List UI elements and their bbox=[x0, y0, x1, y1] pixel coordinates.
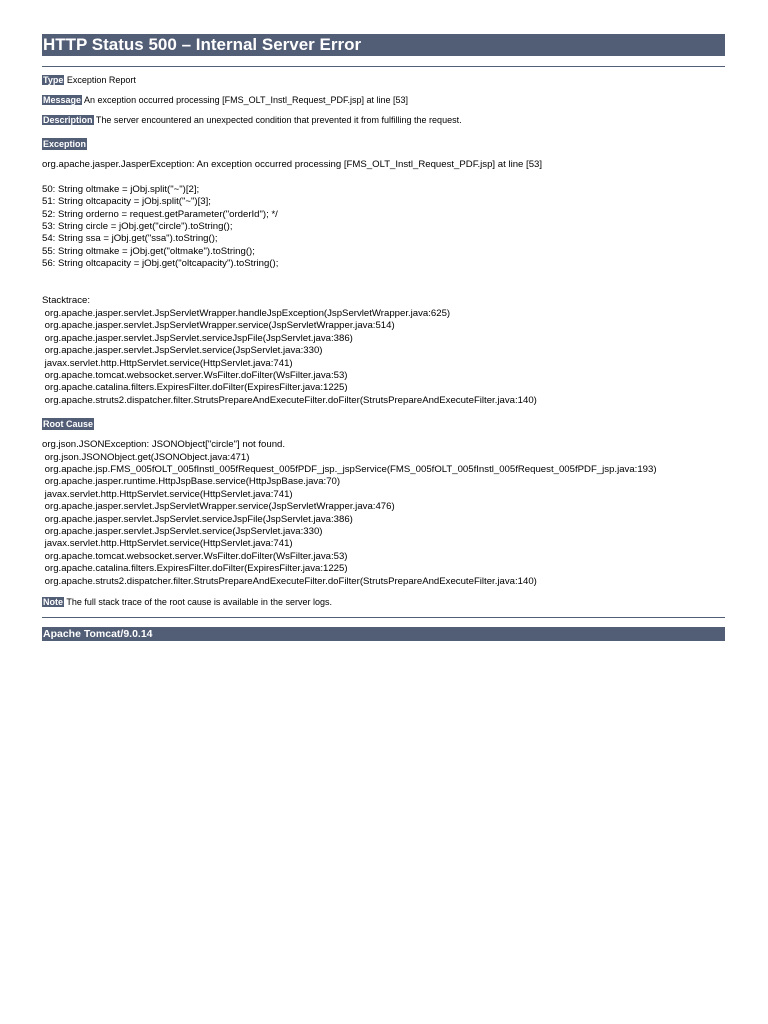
exception-label: Exception bbox=[43, 139, 87, 149]
type-row bbox=[42, 74, 725, 86]
note-label: Note bbox=[43, 597, 63, 607]
note-row bbox=[42, 596, 725, 608]
note-value: The full stack trace of the root cause is available in the server logs. bbox=[64, 597, 332, 607]
description-value: The server encountered an unexpected condition that prevented it from fulfilling the request. bbox=[93, 115, 462, 125]
root-cause-trace: org.json.JSONException: JSONObject["circle"] not found. org.json.JSONObject.get(JSONObject.java:471) org.apache.jsp.FMS_005fOLT_005fInstl_005fRequest_005fPDF_jsp._jspService(FMS_005fOLT_005fInstl_005fRequest_005fPDF_jsp.java:193) org.apache.jasper.runtime.HttpJspBase.service(HttpJspBase.java:70) javax.servlet.http.HttpServlet.service(HttpServlet.java:741) org.apache.jasper.servlet.JspServletWrapper.service(JspServletWrapper.java:476) org.apache.jasper.servlet.JspServlet.serviceJspFile(JspServlet.java:386) org.apache.jasper.servlet.JspServlet.service(JspServlet.java:330) javax.servlet.http.HttpServlet.service(HttpServlet.java:741) org.apache.tomcat.websocket.server.WsFilter.doFilter(WsFilter.java:53) org.apache.catalina.filters.ExpiresFilter.doFilter(ExpiresFilter.java:1225) org.apache.struts2.dispatcher.filter.StrutsPrepareAndExecuteFilter.doFilter(StrutsPrepareAndExecuteFilter.java:140) bbox=[42, 439, 657, 587]
type-value: Exception Report bbox=[64, 75, 136, 85]
root-cause-label: Root Cause bbox=[43, 419, 94, 430]
message-label: Message bbox=[43, 95, 82, 105]
type-label: Type bbox=[43, 75, 64, 85]
server-version-footer: Apache Tomcat/9.0.14 bbox=[42, 627, 725, 641]
description-label: Description bbox=[43, 115, 93, 125]
exception-heading-row bbox=[42, 134, 725, 152]
message-row bbox=[42, 94, 725, 106]
error-page bbox=[42, 34, 725, 641]
message-value: An exception occurred processing [FMS_OLT_Instl_Request_PDF.jsp] at line [53] bbox=[82, 95, 409, 105]
divider bbox=[42, 617, 725, 618]
root-cause-heading-row bbox=[42, 414, 725, 432]
description-row bbox=[42, 114, 725, 126]
divider bbox=[42, 66, 725, 67]
exception-trace: org.apache.jasper.JasperException: An exception occurred processing [FMS_OLT_Instl_Request_PDF.jsp] at line [53] 50: String oltmake = jObj.split("~")[2]; 51: String oltcapacity = jObj.split("~")[3]; 52: String orderno = request.getParameter("orderId"); */ 53: String circle = jObj.get("circle").toString(); 54: String ssa = jObj.get("ssa").toString(); 55: String oltmake = jObj.get("oltmake").toString(); 56: String oltcapacity = jObj.get("oltcapacity").toString(); Stacktrace: org.apache.jasper.servlet.JspServletWrapper.handleJspException(JspServletWrapper.java:625) org.apache.jasper.servlet.JspServletWrapper.service(JspServletWrapper.java:514) org.apache.jasper.servlet.JspServlet.serviceJspFile(JspServlet.java:386) org.apache.jasper.servlet.JspServlet.service(JspServlet.java:330) javax.servlet.http.HttpServlet.service(HttpServlet.java:741) org.apache.tomcat.websocket.server.WsFilter.doFilter(WsFilter.java:53) org.apache.catalina.filters.ExpiresFilter.doFilter(ExpiresFilter.java:1225) org.apache.struts2.dispatcher.filter.StrutsPrepareAndExecuteFilter.doFilter(StrutsPrepareAndExecuteFilter.java:140) bbox=[42, 159, 543, 406]
page-title: HTTP Status 500 – Internal Server Error bbox=[42, 34, 725, 56]
